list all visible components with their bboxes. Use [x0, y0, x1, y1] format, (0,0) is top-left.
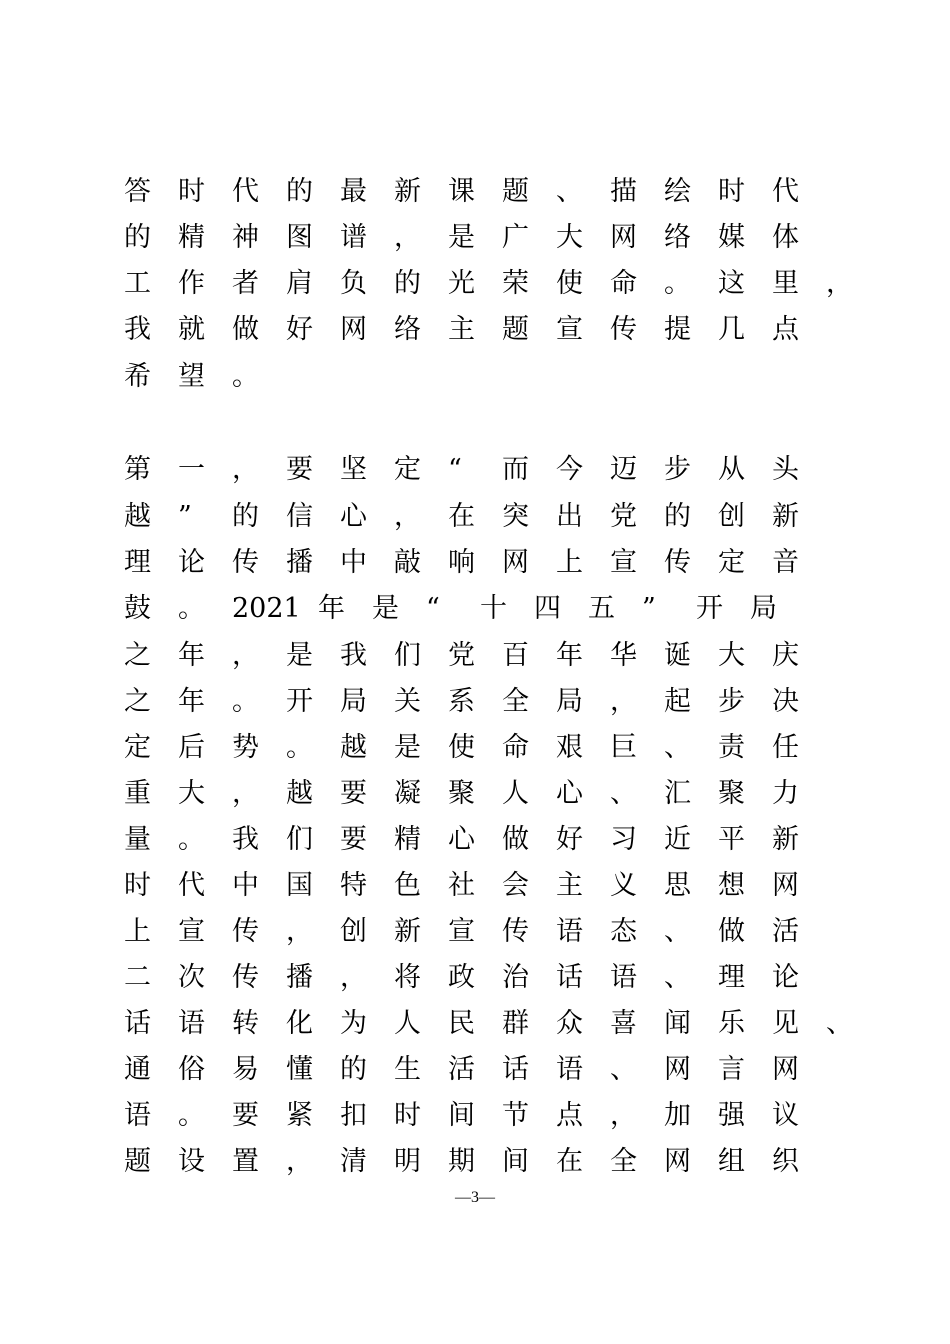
text-char: 工 [124, 268, 151, 299]
text-char: 闻 [664, 1008, 691, 1039]
text-char: 络 [664, 222, 691, 253]
text-char: 特 [340, 870, 367, 901]
text-line [124, 1004, 853, 1044]
text-char: 网 [664, 1054, 691, 1085]
text-char: 定 [394, 454, 421, 485]
text-line [124, 264, 853, 304]
text-char: 见 [772, 1008, 799, 1039]
text-char: 庆 [772, 640, 799, 671]
text-char: 心 [448, 824, 475, 855]
text-char: 突 [502, 501, 529, 532]
text-char: 网 [502, 547, 529, 578]
text-char: 重 [124, 778, 151, 809]
text-char: 的 [124, 222, 151, 253]
text-char: 们 [286, 824, 313, 855]
text-char: 开 [286, 686, 313, 717]
text-char: 华 [610, 640, 637, 671]
text-char: 创 [340, 916, 367, 947]
text-char: 、 [664, 962, 691, 993]
text-char: ， [340, 962, 367, 993]
text-char: ” [178, 501, 192, 532]
text-char: 精 [178, 222, 205, 253]
text-char: 之 [124, 686, 151, 717]
text-char: 二 [124, 962, 151, 993]
text-char: 者 [232, 268, 259, 299]
text-char: 人 [394, 1008, 421, 1039]
text-char: 里 [772, 268, 799, 299]
text-char: 负 [340, 268, 367, 299]
text-char: 时 [124, 870, 151, 901]
text-char: 间 [502, 1146, 529, 1177]
text-char: 命 [502, 732, 529, 763]
text-char: 易 [232, 1054, 259, 1085]
text-char: 网 [772, 1054, 799, 1085]
text-char: 会 [502, 870, 529, 901]
text-char: 代 [178, 870, 205, 901]
text-char: 传 [610, 314, 637, 345]
text-char: 是 [448, 222, 475, 253]
text-char: 是 [372, 593, 399, 624]
text-char: ， [286, 1146, 313, 1177]
text-char: 五 [588, 593, 615, 624]
text-char: 新 [394, 916, 421, 947]
text-char: 语 [178, 1008, 205, 1039]
text-char: 越 [286, 778, 313, 809]
text-char: 网 [664, 1146, 691, 1177]
text-char: 百 [502, 640, 529, 671]
text-char: 责 [718, 732, 745, 763]
text-char: ， [826, 268, 853, 299]
text-char: 党 [610, 501, 637, 532]
text-char: 点 [556, 1100, 583, 1131]
text-char: 要 [340, 824, 367, 855]
text-char: 习 [610, 824, 637, 855]
text-char: 响 [448, 547, 475, 578]
text-char: 论 [772, 962, 799, 993]
text-char: 扣 [340, 1100, 367, 1131]
text-char: 语 [610, 962, 637, 993]
text-char: 转 [232, 1008, 259, 1039]
text-char: 。 [178, 593, 205, 624]
text-char: 传 [232, 547, 259, 578]
text-char: 作 [178, 268, 205, 299]
text-char: 定 [124, 732, 151, 763]
text-char: 题 [124, 1146, 151, 1177]
text-char: 聚 [718, 778, 745, 809]
text-char: ， [232, 778, 259, 809]
text-char: 语 [556, 1054, 583, 1085]
text-char: 今 [556, 454, 583, 485]
text-char: 众 [556, 1008, 583, 1039]
text-char: 色 [394, 870, 421, 901]
text-char: 加 [664, 1100, 691, 1131]
text-char: 想 [718, 870, 745, 901]
text-char: 汇 [664, 778, 691, 809]
text-char: 年 [556, 640, 583, 671]
text-char: ， [394, 222, 421, 253]
text-char: 中 [232, 870, 259, 901]
text-char: 绘 [664, 176, 691, 207]
text-char: 。 [664, 268, 691, 299]
text-char: 全 [502, 686, 529, 717]
text-line [124, 218, 844, 258]
text-char: 势 [232, 732, 259, 763]
text-char: ， [232, 454, 259, 485]
text-char: 政 [448, 962, 475, 993]
text-char: 2021 [232, 593, 301, 624]
text-char: 时 [394, 1100, 421, 1131]
text-char: 我 [232, 824, 259, 855]
text-char: 。 [286, 732, 313, 763]
text-char: 理 [718, 962, 745, 993]
text-char: 、 [610, 1054, 637, 1085]
text-char: 出 [556, 501, 583, 532]
text-char: 置 [232, 1146, 259, 1177]
text-char: 时 [178, 176, 205, 207]
text-char: 话 [556, 962, 583, 993]
text-char: 起 [664, 686, 691, 717]
text-char: 的 [232, 501, 259, 532]
text-char: 图 [286, 222, 313, 253]
text-char: 关 [394, 686, 421, 717]
text-char: 鼓 [124, 593, 151, 624]
text-char: 义 [610, 870, 637, 901]
text-char: 聚 [448, 778, 475, 809]
text-line [124, 1142, 844, 1182]
text-char: 力 [772, 778, 799, 809]
text-char: 就 [178, 314, 205, 345]
text-char: 喜 [610, 1008, 637, 1039]
text-char: 平 [718, 824, 745, 855]
text-char: 好 [286, 314, 313, 345]
text-line [124, 1050, 844, 1090]
text-char: “ [448, 454, 462, 485]
text-char: 宣 [556, 314, 583, 345]
text-line [124, 636, 844, 676]
text-char: 话 [124, 1008, 151, 1039]
text-char: 我 [340, 640, 367, 671]
text-char: 、 [826, 1008, 853, 1039]
text-char: 使 [448, 732, 475, 763]
text-char: 四 [534, 593, 561, 624]
text-char: 广 [502, 222, 529, 253]
text-char: 。 [178, 824, 205, 855]
text-char: 步 [718, 686, 745, 717]
text-char: 上 [124, 916, 151, 947]
text-char: 心 [340, 501, 367, 532]
text-char: 语 [556, 916, 583, 947]
text-char: 心 [556, 778, 583, 809]
text-char: 信 [286, 501, 313, 532]
text-char: 头 [772, 454, 799, 485]
text-char: 在 [448, 501, 475, 532]
text-char: 主 [448, 314, 475, 345]
text-char: 大 [718, 640, 745, 671]
text-line [124, 866, 844, 906]
text-char: 题 [502, 314, 529, 345]
text-char: 近 [664, 824, 691, 855]
text-char: 几 [718, 314, 745, 345]
text-char: 、 [610, 778, 637, 809]
text-char: 诞 [664, 640, 691, 671]
text-char: 系 [448, 686, 475, 717]
text-char: ， [610, 1100, 637, 1131]
text-char: 活 [772, 916, 799, 947]
text-char: 望 [178, 361, 205, 392]
text-char: 大 [556, 222, 583, 253]
text-char: 定 [718, 547, 745, 578]
text-char: 次 [178, 962, 205, 993]
text-char: 课 [448, 176, 475, 207]
text-char: 迈 [610, 454, 637, 485]
text-char: 人 [502, 778, 529, 809]
text-char: 在 [556, 1146, 583, 1177]
text-line [124, 450, 844, 490]
text-char: 新 [772, 824, 799, 855]
text-line [124, 497, 844, 537]
text-char: 化 [286, 1008, 313, 1039]
text-char: 之 [124, 640, 151, 671]
text-char: 大 [178, 778, 205, 809]
text-char: 网 [610, 222, 637, 253]
text-char: ， [610, 686, 637, 717]
text-char: 理 [124, 547, 151, 578]
text-char: 强 [718, 1100, 745, 1131]
text-char: 的 [664, 501, 691, 532]
text-char: 时 [718, 176, 745, 207]
text-char: 全 [610, 1146, 637, 1177]
text-char: 论 [178, 547, 205, 578]
text-char: 治 [502, 962, 529, 993]
text-char: 答 [124, 176, 151, 207]
text-line [124, 172, 844, 212]
text-char: 音 [772, 547, 799, 578]
text-char: 是 [394, 732, 421, 763]
text-line [124, 820, 844, 860]
text-char: 希 [124, 361, 151, 392]
text-char: 社 [448, 870, 475, 901]
text-char: 思 [664, 870, 691, 901]
text-line [124, 958, 844, 998]
text-char: 坚 [340, 454, 367, 485]
text-char: 言 [718, 1054, 745, 1085]
text-char: 神 [232, 222, 259, 253]
text-char: 语 [124, 1100, 151, 1131]
text-char: 组 [718, 1146, 745, 1177]
text-char: 的 [340, 1054, 367, 1085]
text-char: 紧 [286, 1100, 313, 1131]
text-char: 通 [124, 1054, 151, 1085]
text-char: 播 [286, 962, 313, 993]
text-char: 这 [718, 268, 745, 299]
text-char: 网 [772, 870, 799, 901]
text-char: 议 [772, 1100, 799, 1131]
text-char: 越 [124, 501, 151, 532]
text-char: 我 [124, 314, 151, 345]
text-char: 敲 [394, 547, 421, 578]
text-char: 年 [178, 686, 205, 717]
text-char: 的 [286, 176, 313, 207]
text-char: ， [232, 640, 259, 671]
text-char: 俗 [178, 1054, 205, 1085]
text-line [124, 589, 844, 629]
text-char: 节 [502, 1100, 529, 1131]
text-char: 乐 [718, 1008, 745, 1039]
text-char: 荣 [502, 268, 529, 299]
text-char: 中 [340, 547, 367, 578]
text-char: 为 [340, 1008, 367, 1039]
text-char: 任 [772, 732, 799, 763]
text-char: 第 [124, 454, 151, 485]
text-char: 主 [556, 870, 583, 901]
text-char: 、 [664, 916, 691, 947]
text-char: 态 [610, 916, 637, 947]
text-line [124, 682, 844, 722]
text-char: 传 [232, 916, 259, 947]
text-char: 是 [286, 640, 313, 671]
text-char: 期 [448, 1146, 475, 1177]
text-char: 精 [394, 824, 421, 855]
text-char: 做 [232, 314, 259, 345]
text-char: 。 [232, 361, 259, 392]
text-char: 后 [178, 732, 205, 763]
text-char: 传 [232, 962, 259, 993]
text-char: 代 [772, 176, 799, 207]
text-char: 宣 [610, 547, 637, 578]
text-char: 要 [286, 454, 313, 485]
text-char: 党 [448, 640, 475, 671]
text-char: 提 [664, 314, 691, 345]
text-char: 使 [556, 268, 583, 299]
text-char: 光 [448, 268, 475, 299]
text-char: 步 [664, 454, 691, 485]
text-char: 描 [610, 176, 637, 207]
text-line [124, 912, 844, 952]
text-char: 民 [448, 1008, 475, 1039]
text-char: 宣 [178, 916, 205, 947]
text-char: 好 [556, 824, 583, 855]
text-char: 越 [340, 732, 367, 763]
text-char: 宣 [448, 916, 475, 947]
text-char: 局 [750, 593, 777, 624]
text-char: 最 [340, 176, 367, 207]
text-char: 年 [178, 640, 205, 671]
text-line [124, 1096, 844, 1136]
text-char: “ [426, 593, 440, 624]
text-line [124, 357, 844, 397]
text-char: 懂 [286, 1054, 313, 1085]
text-char: 清 [340, 1146, 367, 1177]
text-char: 要 [340, 778, 367, 809]
text-char: 决 [772, 686, 799, 717]
text-char: 题 [502, 176, 529, 207]
text-char: 话 [502, 1054, 529, 1085]
text-char: 络 [394, 314, 421, 345]
text-char: 局 [556, 686, 583, 717]
text-char: 十 [480, 593, 507, 624]
text-char: 活 [448, 1054, 475, 1085]
text-char: 们 [394, 640, 421, 671]
text-char: 谱 [340, 222, 367, 253]
text-char: 新 [772, 501, 799, 532]
text-char: 一 [178, 454, 205, 485]
text-char: 做 [502, 824, 529, 855]
text-char: ， [286, 916, 313, 947]
text-char: 开 [696, 593, 723, 624]
text-char: 代 [232, 176, 259, 207]
text-char: 。 [232, 686, 259, 717]
text-line [124, 543, 844, 583]
text-char: 的 [394, 268, 421, 299]
text-char: 明 [394, 1146, 421, 1177]
text-char: ， [394, 501, 421, 532]
text-char: 凝 [394, 778, 421, 809]
text-char: 播 [286, 547, 313, 578]
text-char: 织 [772, 1146, 799, 1177]
text-char: 群 [502, 1008, 529, 1039]
text-char: 肩 [286, 268, 313, 299]
text-char: 量 [124, 824, 151, 855]
page-number: —3— [455, 1189, 495, 1206]
text-char: 、 [556, 176, 583, 207]
text-char: 网 [340, 314, 367, 345]
text-char: 体 [772, 222, 799, 253]
text-char: 而 [502, 454, 529, 485]
text-char: 要 [232, 1100, 259, 1131]
text-char: 将 [394, 962, 421, 993]
text-char: 传 [502, 916, 529, 947]
text-char: 做 [718, 916, 745, 947]
text-char: 间 [448, 1100, 475, 1131]
text-char: 国 [286, 870, 313, 901]
text-char: 局 [340, 686, 367, 717]
text-line [124, 774, 844, 814]
text-char: 点 [772, 314, 799, 345]
text-char: 。 [178, 1100, 205, 1131]
text-char: 设 [178, 1146, 205, 1177]
text-char: 艰 [556, 732, 583, 763]
text-line [124, 728, 844, 768]
text-char: 上 [556, 547, 583, 578]
text-char: 媒 [718, 222, 745, 253]
text-char: 巨 [610, 732, 637, 763]
text-char: ” [642, 593, 656, 624]
text-char: 、 [664, 732, 691, 763]
text-char: 从 [718, 454, 745, 485]
text-char: 创 [718, 501, 745, 532]
text-char: 新 [394, 176, 421, 207]
text-line [124, 310, 844, 350]
text-char: 命 [610, 268, 637, 299]
text-char: 年 [318, 593, 345, 624]
text-char: 生 [394, 1054, 421, 1085]
text-char: 传 [664, 547, 691, 578]
